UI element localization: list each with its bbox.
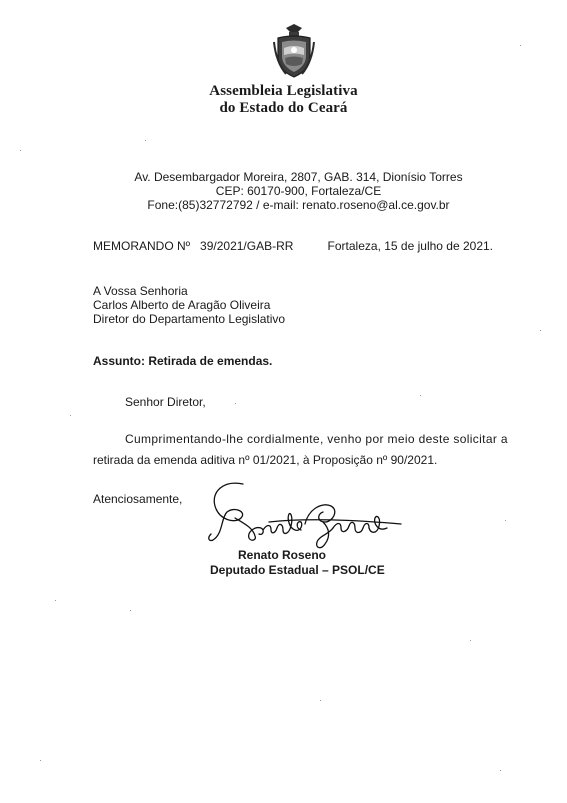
signatory-name: Renato Roseno bbox=[238, 548, 327, 562]
closing: Atenciosamente, bbox=[93, 492, 183, 506]
address-street: Av. Desembargador Moreira, 2807, GAB. 314, Dionísio Torres bbox=[134, 170, 463, 184]
scan-speck bbox=[20, 150, 21, 151]
scan-speck bbox=[505, 520, 506, 521]
scan-speck bbox=[520, 45, 521, 46]
recipient-salutation: A Vossa Senhoria bbox=[93, 284, 188, 298]
scan-speck bbox=[235, 403, 236, 404]
scan-speck bbox=[420, 395, 421, 396]
recipient-title: Diretor do Departamento Legislativo bbox=[93, 312, 286, 326]
body-paragraph-line2: retirada da emenda aditiva nº 01/2021, à Proposição nº 90/2021. bbox=[93, 453, 438, 467]
scan-speck bbox=[70, 415, 71, 416]
address-contact: Fone:(85)32772792 / e-mail: renato.roseno@al.ce.gov.br bbox=[147, 198, 450, 212]
greeting: Senhor Diretor, bbox=[125, 395, 206, 409]
address-postal: CEP: 60170-900, Fortaleza/CE bbox=[215, 184, 382, 198]
institution-name-line2: do Estado do Ceará bbox=[219, 100, 348, 116]
scan-speck bbox=[130, 610, 131, 611]
memo-number: MEMORANDO Nº 39/2021/GAB-RR bbox=[93, 239, 294, 253]
scan-speck bbox=[540, 330, 541, 331]
scan-speck bbox=[55, 600, 56, 601]
scan-speck bbox=[470, 640, 471, 641]
signatory-role: Deputado Estadual – PSOL/CE bbox=[210, 563, 385, 577]
recipient-name: Carlos Alberto de Aragão Oliveira bbox=[93, 298, 271, 312]
memo-date: Fortaleza, 15 de julho de 2021. bbox=[327, 239, 493, 253]
state-seal-icon bbox=[272, 22, 316, 80]
handwritten-signature bbox=[205, 478, 405, 558]
body-paragraph-line1: Cumprimentando-lhe cordialmente, venho por meio deste solicitar a bbox=[125, 432, 508, 446]
memo-subject: Assunto: Retirada de emendas. bbox=[93, 354, 273, 368]
scan-speck bbox=[145, 140, 146, 141]
institution-name-line1: Assembleia Legislativa bbox=[209, 83, 358, 99]
scan-speck bbox=[320, 700, 321, 701]
scan-speck bbox=[500, 770, 501, 771]
scan-speck bbox=[40, 760, 41, 761]
